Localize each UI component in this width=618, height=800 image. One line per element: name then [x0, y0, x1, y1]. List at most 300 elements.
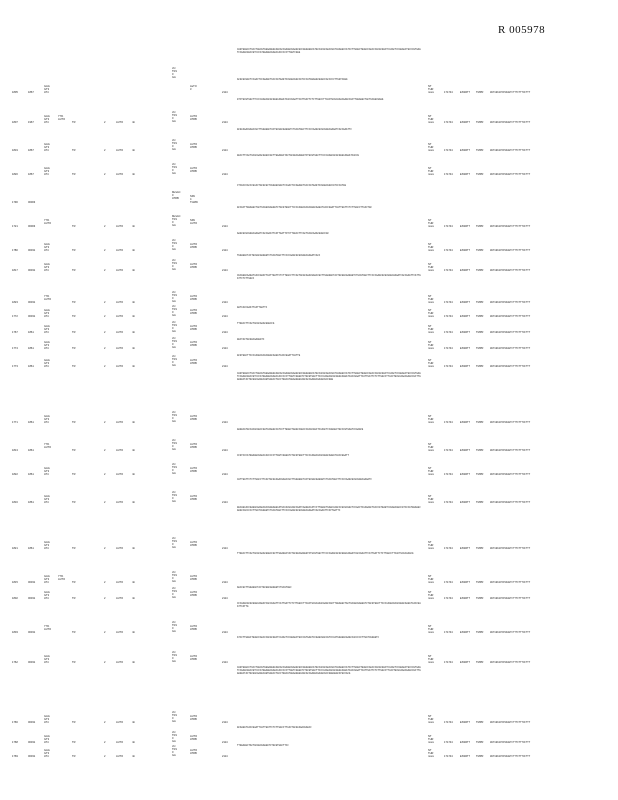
row-cell: nb	[132, 347, 135, 350]
row-id-cell: 1773	[12, 365, 18, 368]
row-cell: 2114	[222, 501, 228, 504]
row-cell: NT THR more	[428, 85, 434, 94]
row-cell: 171744	[444, 315, 453, 318]
row-id-cell: 1861	[28, 421, 34, 424]
row-cell: ESSRT7	[460, 721, 471, 724]
row-id-cell: 1772	[12, 315, 18, 318]
row-cell: NT THR more	[428, 443, 434, 452]
row-cell: TR	[72, 249, 76, 252]
row-cell: chr TR1 0 GA	[172, 111, 177, 123]
row-cell: nb	[132, 721, 135, 724]
row-cell: AUTO ATRB	[190, 295, 198, 301]
row-cell: NT THR more	[428, 541, 434, 550]
row-cell: chr TR1 0 GA	[172, 571, 177, 583]
row-cell: TR	[72, 661, 76, 664]
sequence-cell: AGCCGCTTGGAGGCTACTGCGGCGAGGGTCTGCGTGGC	[237, 586, 292, 589]
row-cell: SPA 4 TGRW	[190, 195, 198, 204]
row-cell: AUTO	[116, 249, 124, 252]
row-cell: AUTO ATRB	[190, 591, 198, 597]
row-cell: 0071010C5C5AAGTCTTTCTTTCFTTT	[490, 347, 531, 350]
row-cell: TR	[72, 269, 76, 272]
row-cell: AUTO	[116, 121, 124, 124]
row-cell: 2114	[222, 721, 228, 724]
row-cell: 2	[104, 301, 106, 304]
row-cell: 0071010C5C5AAGTCTTTCTTTCFTTT	[490, 91, 531, 94]
row-cell: NT THR more	[428, 309, 434, 318]
row-cell: 0071010C5C5AAGTCTTTCTTTCFTTT	[490, 301, 531, 304]
row-id-cell: 00031	[28, 755, 36, 758]
row-id-cell: 1820	[12, 173, 18, 176]
row-cell: 77% AUTO	[44, 295, 52, 301]
row-cell: GAG GT3 AT4	[44, 715, 50, 724]
row-id-cell: 00031	[28, 741, 36, 744]
row-cell: chr TR1 0 GA	[172, 621, 177, 633]
row-cell: 171744	[444, 91, 453, 94]
row-id-cell: 1861	[28, 449, 34, 452]
sequence-cell: GCAAGATCACCGAATTCATTGATTCTCTTGGCCTTCACTGCGCAAACGAGCC	[237, 726, 312, 729]
row-cell: nb	[132, 661, 135, 664]
row-cell: 171744	[444, 347, 453, 350]
sequence-cell: CTCGCCCACCCGCACTGCGCGCTCGGAGCGGCTCCAACTCCAGAGCTGCCCGTGAGTCCGAGCGGCCGTCCCATGG	[237, 184, 347, 187]
row-cell: 0071010C5C5AAGTCTTTCTTTCFTTT	[490, 473, 531, 476]
sequence-cell: CAGTGGGCCTGCCTGGCGTGGAAGGGCAGCACCGAGGCGAAGCGCCGGGAGGCATGCCACGCAGCCGATCAAGGCCATCCTTGGGCTGAGCCAGCCCGCGCGGCTCCAACTCCAGAGCTGCCCGTGAGTCCGAGCGGCCGTCCCATGGAGGCGAGCCACCCCCTTGGTCGGGGTCTGCGTGGCTTCCCCAAGCGCGCGGGCAAGATCACCGAATTCATTGATTCTCTTGGCCTTCACTGCGCAAACGAGCCGCTTGGAGGCTACTGCGGCGAGGCAGTGGGCCTGCCTGGCGTGGAAGGGCAGCACCGAGGCGAAGCGCCGGG	[237, 372, 421, 382]
row-id-cell: 1762	[12, 661, 18, 664]
row-cell: AUTO ATRB	[190, 735, 198, 741]
row-cell: 171744	[444, 741, 453, 744]
row-cell: AUTO ATRB	[190, 443, 198, 449]
row-cell: 0071010C5C5AAGTCTTTCTTTCFTTT	[490, 225, 531, 228]
row-cell: 2	[104, 721, 106, 724]
row-id-cell: 00031	[28, 249, 36, 252]
row-cell: AUTO ATRB	[190, 541, 198, 547]
row-cell: 171744	[444, 301, 453, 304]
row-cell: 0071010C5C5AAGTCTTTCTTTCFTTT	[490, 581, 531, 584]
row-cell: 171744	[444, 581, 453, 584]
row-cell: ESSRT7	[460, 473, 471, 476]
row-cell: TMPR	[476, 721, 484, 724]
sequence-cell: CATTGATTCTCTTGGCCTTCACTGCGCAAACGAGCCGCTTGGAGGCTACTGCGGCGAGGGTCTGCGTGGCTTCCCCAAGCGCGCGGGCAAGATC	[237, 478, 372, 481]
row-cell: 0071010C5C5AAGTCTTTCTTTCFTTT	[490, 331, 531, 334]
row-cell: nb	[132, 597, 135, 600]
row-cell: nb	[132, 301, 135, 304]
row-cell: TR	[72, 347, 76, 350]
row-cell: TR	[72, 547, 76, 550]
row-cell: nb	[132, 473, 135, 476]
row-id-cell: 00031	[28, 631, 36, 634]
row-cell: 0071010C5C5AAGTCTTTCTTTCFTTT	[490, 631, 531, 634]
row-cell: GAG GT3 AT4	[44, 263, 50, 272]
row-cell: TR	[72, 301, 76, 304]
row-cell: SPA AUTO	[190, 219, 198, 225]
row-cell: TR	[72, 473, 76, 476]
row-cell: AUTO	[116, 631, 124, 634]
row-cell: 171744	[444, 149, 453, 152]
row-cell: 0071010C5C5AAGTCTTTCTTTCFTTT	[490, 597, 531, 600]
row-cell: 2114	[222, 741, 228, 744]
row-cell: chr TR1 0 GA	[172, 259, 177, 271]
row-cell: TR	[72, 149, 76, 152]
row-cell: 0071010C5C5AAGTCTTTCTTTCFTTT	[490, 449, 531, 452]
row-cell: chr TR1 0 GA	[172, 439, 177, 451]
row-cell: GAG GT3 AT4	[44, 325, 50, 334]
row-cell: AUTO ATRB	[190, 309, 198, 315]
row-cell: 2	[104, 173, 106, 176]
row-cell: TR	[72, 581, 76, 584]
table-row	[0, 741, 618, 766]
row-cell: chr TR1 0 GA	[172, 745, 177, 757]
row-cell: GAG GT3 AT4	[44, 85, 50, 94]
row-cell: 2	[104, 547, 106, 550]
row-cell: TR	[72, 331, 76, 334]
row-cell: ESSRT7	[460, 269, 471, 272]
table-row	[0, 98, 618, 132]
row-cell: TMPR	[476, 597, 484, 600]
row-cell: NT THR more	[428, 295, 434, 304]
row-cell: nb	[132, 547, 135, 550]
row-cell: TMPR	[476, 91, 484, 94]
row-cell: nb	[132, 269, 135, 272]
sequence-cell: CAGTGGGCCTGCCTGGCGTGGAAGGGCAGCACCGAGGCGAAGCGCCGGGAGGCATGCCACGCAGCCGATCAAGGCCATCCTTGGGCTGAGCCAGCCCGCGCGGCTCCAACTCCAGAGCTGCCCGTGAGTCCGAGCGGCCGTCCCATGGAGGCGAGCCACCCCCTTGGTCGGGGTCTGCGTGGCTTCCCCAAGCGCGCGGGCAAGATCACCGAATTCATTGATTCTCTTGGCCTTCACTGCGCAAACGAGCCGCTTGGAGGCTACTGCGGCGAGGCAGTGGGCCTGCCTGGCGTGGAAGGGCAGCACCGAGGCGAAGCGCCGGGAGGCATGCCACG	[237, 666, 421, 676]
row-cell: 2	[104, 581, 106, 584]
row-cell: chr TR1 0 GA	[172, 537, 177, 549]
row-cell: 0071010C5C5AAGTCTTTCTTTCFTTT	[490, 269, 531, 272]
data-table	[0, 48, 618, 788]
row-cell: ESSRT7	[460, 173, 471, 176]
row-cell: AUTO	[116, 421, 124, 424]
row-cell: AUTO	[116, 755, 124, 758]
row-cell: chr TR1 0 GA	[172, 163, 177, 175]
row-cell: nb	[132, 365, 135, 368]
row-cell: NT THR more	[428, 655, 434, 664]
row-cell: 2	[104, 661, 106, 664]
row-cell: 2	[104, 473, 106, 476]
row-cell: GAG GT3 AT4	[44, 309, 50, 318]
row-cell: TMPR	[476, 249, 484, 252]
row-id-cell: 00031	[28, 661, 36, 664]
row-cell: GAG GT3 AT4	[44, 749, 50, 758]
row-cell: TR	[72, 365, 76, 368]
row-cell: 2	[104, 225, 106, 228]
row-cell: AUTO ATRB	[190, 243, 198, 249]
row-cell: ESSRT7	[460, 631, 471, 634]
row-cell: 2	[104, 121, 106, 124]
row-id-cell: 1769	[12, 755, 18, 758]
row-cell: TMPR	[476, 149, 484, 152]
row-cell: 2	[104, 449, 106, 452]
row-cell: 171744	[444, 269, 453, 272]
row-cell: GAG GT3 AT4	[44, 243, 50, 252]
row-cell: chr TR1 0 GA	[172, 67, 177, 79]
row-cell: TR	[72, 421, 76, 424]
row-id-cell: 1861	[28, 501, 34, 504]
row-cell: chr TR1 0 GA	[172, 239, 177, 251]
row-cell: NT THR more	[428, 575, 434, 584]
row-cell: AUTO ATRB	[190, 655, 198, 661]
row-cell: chr TR1 0 GA	[172, 711, 177, 723]
row-id-cell: 1867	[28, 91, 34, 94]
row-id-cell: 1803	[12, 631, 18, 634]
row-cell: 171744	[444, 331, 453, 334]
row-cell: TMPR	[476, 581, 484, 584]
row-cell: 2	[104, 149, 106, 152]
row-cell: AUTO	[116, 449, 124, 452]
row-cell: TMPR	[476, 301, 484, 304]
row-cell: TMPR	[476, 365, 484, 368]
row-cell: TMPR	[476, 331, 484, 334]
row-id-cell: 1815	[12, 581, 18, 584]
row-cell: AUTO	[116, 347, 124, 350]
row-cell: nb	[132, 741, 135, 744]
row-id-cell: 00031	[28, 597, 36, 600]
row-cell: TMPR	[476, 315, 484, 318]
row-cell: 2114	[222, 421, 228, 424]
row-cell: 77% AUTO	[58, 575, 66, 581]
row-cell: 171744	[444, 365, 453, 368]
row-cell: ESSRT7	[460, 121, 471, 124]
sequence-cell: AAGCGCGCGGGCAAGATCACCGAATTCATTGATTCTCTTGGCCTTCACTGCGCAAACGAGCCGC	[237, 232, 329, 235]
row-cell: TR	[72, 741, 76, 744]
row-id-cell: 00003	[28, 225, 36, 228]
row-cell: NT THR more	[428, 625, 434, 634]
row-cell: AUTO	[116, 501, 124, 504]
row-cell: 77% AUTO	[44, 443, 52, 449]
row-id-cell: 1813	[12, 449, 18, 452]
row-cell: 2	[104, 331, 106, 334]
row-cell: GAG GT3 AT4	[44, 495, 50, 504]
row-cell: 171744	[444, 597, 453, 600]
row-cell: NT THR more	[428, 359, 434, 368]
row-cell: chr TR1 0 GA	[172, 305, 177, 317]
row-cell: AUTO	[116, 661, 124, 664]
sequence-cell: TTGGCCTTCACTGCGCAAACGAGCCGCTTGGAGGCTACTGCGGCGAGGGTCTGCGTGGCTTCCCCAAGCGCGCGGGCAAGATCACCGAATTCATTGATTCTCTTGGCCTTCACTGCGCAAACG	[237, 552, 414, 555]
row-cell: GAG GT3 AT4	[44, 735, 50, 744]
row-cell: 171744	[444, 249, 453, 252]
row-cell: NT THR more	[428, 115, 434, 124]
sequence-cell: CGCGGGCAAGATCACCGAATTCATTGATTCTCTTGGCCTTCACTGCGCAAACGAGCCGCTTGGAGGCTACTGCGGCGAGGGTCTGCGTGGCTTCCCCAAGCGCGCGGGCAAGATCACCGAATTCATTGATTCTCTTGGCC	[237, 274, 421, 281]
row-id-cell: 1861	[28, 473, 34, 476]
row-cell: GAG GT3 AT4	[44, 143, 50, 152]
row-id-cell: 1819	[12, 149, 18, 152]
row-cell: chr TR1 0 GA	[172, 731, 177, 743]
row-cell: TR	[72, 597, 76, 600]
row-cell: 2114	[222, 631, 228, 634]
row-id-cell: 1816	[12, 501, 18, 504]
row-cell: ESSRT7	[460, 597, 471, 600]
row-cell: 2	[104, 347, 106, 350]
row-cell: TMPR	[476, 121, 484, 124]
row-cell: AUTO ATRB	[190, 341, 198, 347]
row-cell: 2114	[222, 755, 228, 758]
row-cell: 2114	[222, 315, 228, 318]
row-cell: GAG GT3 AT4	[44, 167, 50, 176]
row-cell: ESSRT7	[460, 755, 471, 758]
row-cell: nb	[132, 421, 135, 424]
row-cell: ESSRT7	[460, 249, 471, 252]
row-cell: GAG GT3 AT4	[44, 541, 50, 550]
row-cell: 2	[104, 421, 106, 424]
row-cell: TMPR	[476, 547, 484, 550]
row-cell: TR	[72, 121, 76, 124]
row-cell: nb	[132, 173, 135, 176]
sequence-cell: GGCAGCACCGAGGCGAAGCGCCGGGAGGCATGCCACGCAGCCGATCAAGGCCATCCTTGGGCTGAGCCAGCCCGCGCGGCTCCAACTCCAGAGCTGCCCGTGAGTCCGAGCGGCCGTCCCATGGAGGCGAGCCACCCCCTTGGTCGGGGTCTGCGTGGCTTCCCCAAGCGCGCGGGCAAGATCACCGAATTCATTGATTC	[237, 506, 421, 513]
row-cell: AUTO	[116, 473, 124, 476]
row-id-cell: 1774	[12, 347, 18, 350]
row-id-cell: 1967	[28, 121, 34, 124]
row-cell: 0071010C5C5AAGTCTTTCTTTCFTTT	[490, 755, 531, 758]
row-cell: 0071010C5C5AAGTCTTTCTTTCFTTT	[490, 249, 531, 252]
row-cell: AUTO ATRB	[190, 575, 198, 581]
row-cell: 2	[104, 365, 106, 368]
row-cell: TMPR	[476, 661, 484, 664]
row-cell: AUTO	[116, 597, 124, 600]
sequence-cell: CAGTGGGCCTGCCTGGCGTGGAAGGGCAGCACCGAGGCGAAGCGCCGGGAGGCATGCCACGCAGCCGATCAAGGCCATCCTTGGGCTGAGCCAGCCCGCGCGGCTCCAACTCCAGAGCTGCCCGTGAGTCCGAGCGGCCGTCCCATGGAGGCGAGCCACCCCCTTGGTCGGG	[237, 48, 421, 55]
row-cell: ESSRT7	[460, 421, 471, 424]
row-id-cell: 1861	[28, 347, 34, 350]
row-cell: GAG GT3 AT4	[44, 591, 50, 600]
row-cell: 2114	[222, 91, 228, 94]
row-cell: 2114	[222, 365, 228, 368]
row-id-cell: 00031	[28, 301, 36, 304]
row-cell: 171744	[444, 121, 453, 124]
row-cell: NT THR more	[428, 749, 434, 758]
row-id-cell: 1861	[28, 547, 34, 550]
sequence-cell: TTGGCCTTCACTGCGCAAACGAGCCG	[237, 322, 275, 325]
row-cell: TR	[72, 501, 76, 504]
row-cell: nb	[132, 631, 135, 634]
row-cell: nb	[132, 149, 135, 152]
sequence-cell: GGCCTTCACTGCGCAAACGAGCCGCTTGGAGGCTACTGCGGCGAGGGTCTGCGTGGCTTCCCCAAGCGCGCGGGCAAGATCACCG	[237, 154, 359, 157]
row-id-cell: 1821	[12, 547, 18, 550]
table-row	[0, 666, 618, 732]
row-cell: 2114	[222, 225, 228, 228]
table-row	[0, 372, 618, 432]
row-cell: 77% AUTO	[58, 115, 66, 121]
row-cell: AUTO	[116, 581, 124, 584]
row-cell: nb	[132, 315, 135, 318]
row-cell: 77% AUTO	[44, 219, 52, 225]
row-cell: MeVeC TR1 0 GA	[172, 215, 181, 227]
sequence-cell: GATCACCGAATTCATTGATTC	[237, 306, 268, 309]
row-cell: chr TR1 0 GA	[172, 491, 177, 503]
row-id-cell: 1817	[12, 269, 18, 272]
row-cell: TR	[72, 449, 76, 452]
row-cell: ESSRT7	[460, 331, 471, 334]
row-cell: 2	[104, 631, 106, 634]
row-cell: GAG GT3 AT4	[44, 359, 50, 368]
row-cell: ESSRT7	[460, 501, 471, 504]
row-cell: AUTO ATRB	[190, 263, 198, 269]
row-cell: 0071010C5C5AAGTCTTTCTTTCFTTT	[490, 421, 531, 424]
row-cell: nb	[132, 501, 135, 504]
row-cell: 0071010C5C5AAGTCTTTCTTTCFTTT	[490, 741, 531, 744]
row-cell: TMPR	[476, 501, 484, 504]
row-cell: chr TR1 0 GA	[172, 337, 177, 349]
row-id-cell: 00031	[28, 315, 36, 318]
sequence-cell: TGGAGGCTACTGCGGCGAGGGTCTGCGTGGCTTCCCCAAGCGCGCGGGCAAGATCACC	[237, 254, 321, 257]
row-cell: NT THR more	[428, 415, 434, 424]
row-id-cell: 1802	[12, 597, 18, 600]
row-id-cell: 1780	[12, 249, 18, 252]
sequence-cell: ACGCGCGGCTCCAACTCCAGAGCTGCCCGTGAGTCCGAGCGGCCGTCCCATGGAGGCGAGCCACCCCCTTGGTCGGG	[237, 78, 348, 81]
row-cell: 171744	[444, 173, 453, 176]
row-cell: TMPR	[476, 449, 484, 452]
row-cell: 2	[104, 755, 106, 758]
row-cell: 171744	[444, 449, 453, 452]
row-cell: TMPR	[476, 741, 484, 744]
row-cell: ESSRT7	[460, 581, 471, 584]
row-cell: NT THR more	[428, 325, 434, 334]
row-id-cell: 1768	[12, 741, 18, 744]
sequence-cell: CCCAAGCGCGCGGGCAAGATCACCGAATTCATTGATTCTCTTGGCCTTCACTGCGCAAACGAGCCGCTTGGAGGCTACTGCGGCGAGGGTCTGCGTGGCTTCCCCAAGCGCGCGGGCAAGATCACCGAATTCATTG	[237, 602, 421, 609]
row-cell: ESSRT7	[460, 91, 471, 94]
row-cell: AuTO 3	[190, 85, 197, 91]
row-cell: ESSRT7	[460, 301, 471, 304]
row-cell: TMPR	[476, 631, 484, 634]
row-cell: 2114	[222, 249, 228, 252]
row-id-cell: 1805	[12, 91, 18, 94]
table-row	[0, 154, 618, 184]
row-cell: NT THR more	[428, 263, 434, 272]
row-cell: AUTO ATRB	[190, 625, 198, 631]
row-cell: NT THR more	[428, 591, 434, 600]
row-id-cell: 1822	[12, 473, 18, 476]
row-cell: nb	[132, 225, 135, 228]
row-cell: AUTO	[116, 225, 124, 228]
row-cell: TR	[72, 225, 76, 228]
table-row	[0, 506, 618, 558]
row-id-cell: 00003	[28, 201, 36, 204]
row-cell: AUTO	[116, 173, 124, 176]
row-cell: nb	[132, 449, 135, 452]
row-id-cell: 1867	[28, 173, 34, 176]
row-cell: AUTO ATRB	[190, 167, 198, 173]
row-cell: ESSRT7	[460, 149, 471, 152]
row-cell: AUTO	[116, 365, 124, 368]
row-cell: AUTO	[116, 301, 124, 304]
row-cell: 77% AUTO	[44, 625, 52, 631]
row-cell: 0071010C5C5AAGTCTTTCTTTCFTTT	[490, 661, 531, 664]
row-cell: chr TR1 0 GA	[172, 463, 177, 475]
row-cell: AUTO	[116, 331, 124, 334]
row-cell: ESSRT7	[460, 315, 471, 318]
sequence-cell: CCGTCCCATGGAGGCGAGCCACCCCCTTGGTCGGGGTCTGCGTGGCTTCCCCAAGCGCGCGGGCAAGATCACCGAATT	[237, 454, 349, 457]
sequence-cell: GCGCAAACGAGCCGCTTGGAGGCTACTGCGGCGAGGGTCTGCGTGGCTTCCCCAAGCGCGCGGGCAAGATCACCGAATTC	[237, 128, 352, 131]
row-cell: AUTO	[116, 721, 124, 724]
sequence-cell: GGCTACTGCGGCGAGGGTC	[237, 338, 265, 341]
row-cell: TMPR	[476, 421, 484, 424]
row-cell: TR	[72, 315, 76, 318]
sequence-cell: GAGGCATGCCACGCAGCCGATCAAGGCCATCCTTGGGCTGAGCCAGCCCGCGCGGCTCCAACTCCAGAGCTGCCCGTGAGTCCGAGCG	[237, 428, 364, 431]
row-cell: ESSRT7	[460, 661, 471, 664]
row-id-cell: 1766	[12, 721, 18, 724]
row-cell: NT THR more	[428, 735, 434, 744]
row-cell: 2	[104, 501, 106, 504]
row-cell: ESSRT7	[460, 225, 471, 228]
row-cell: chr TR1 0 GA	[172, 355, 177, 367]
row-cell: GAG GT3 AT4	[44, 575, 50, 584]
row-cell: 171744	[444, 631, 453, 634]
row-cell: ESSRT7	[460, 449, 471, 452]
row-cell: 2114	[222, 331, 228, 334]
row-id-cell: 00031	[28, 581, 36, 584]
row-cell: AUTO	[116, 741, 124, 744]
row-cell: AUTO ATRB	[190, 715, 198, 721]
row-cell: 2114	[222, 347, 228, 350]
row-cell: NT THR more	[428, 341, 434, 350]
row-cell: AUTO	[116, 547, 124, 550]
row-cell: 2	[104, 741, 106, 744]
row-cell: chr TR1 0 GA	[172, 321, 177, 333]
